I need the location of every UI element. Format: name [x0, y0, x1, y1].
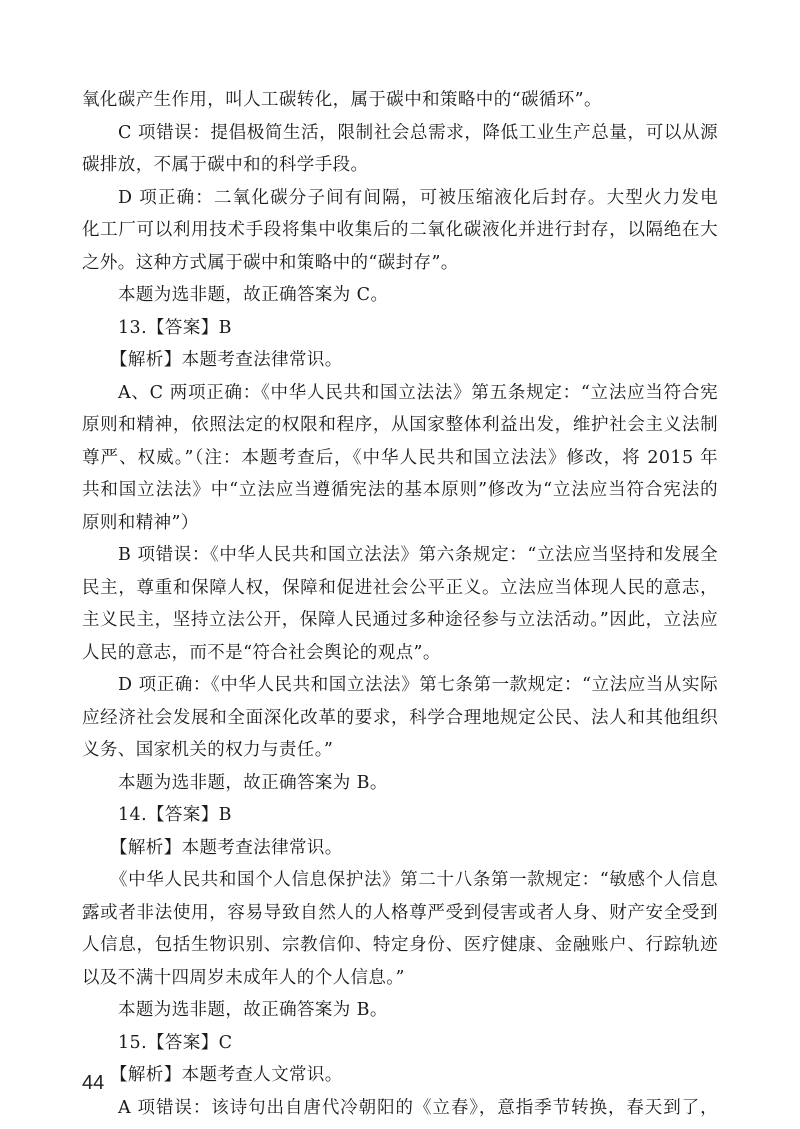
text-line: C 项错误：提倡极简生活，限制社会总需求，降低工业生产总量，可以从源 [118, 122, 718, 143]
page-number: 44 [82, 1072, 105, 1094]
text-line: 化工厂可以利用技术手段将集中收集后的二氧化碳液化并进行封存，以隔绝在大 [82, 220, 718, 240]
text-line: 【解析】本题考查法律常识。 [110, 837, 343, 858]
text-line: 本题为选非题，故正确答案为 B。 [118, 772, 388, 793]
text-line: 14.【答案】B [118, 805, 232, 825]
text-line: 以及不满十四周岁未成年人的个人信息。” [82, 967, 405, 988]
text-line: 主义民主，坚持立法公开，保障人民通过多种途径参与立法活动。”因此，立法应 [82, 610, 718, 630]
text-line: 本题为选非题，故正确答案为 B。 [118, 1000, 388, 1020]
text-line: 民主，尊重和保障人权，保障和促进社会公平正义。立法应当体现人民的意志， [82, 577, 718, 598]
text-line: 原则和精神”） [82, 512, 199, 533]
text-line: 尊严、权威。”（注：本题考查后，《中华人民共和国立法法》修改，将 2015 年 [82, 447, 718, 468]
text-line: 人民的意志，而不是“符合社会舆论的观点”。 [82, 642, 441, 663]
text-line: 《中华人民共和国个人信息保护法》第二十八条第一款规定：“敏感个人信息 [110, 870, 718, 890]
text-line: 义务、国家机关的权力与责任。” [82, 740, 334, 760]
text-line: 露或者非法使用，容易导致自然人的人格尊严受到侵害或者人身、财产安全受到 [82, 902, 718, 923]
text-line: A、C 两项正确：《中华人民共和国立法法》第五条规定：“立法应当符合宪 [118, 382, 718, 403]
text-line: 之外。这种方式属于碳中和策略中的“碳封存”。 [82, 252, 459, 273]
text-line: 人信息，包括生物识别、宗教信仰、特定身份、医疗健康、金融账户、行踪轨迹 [82, 935, 718, 955]
text-line: B 项错误：《中华人民共和国立法法》第六条规定：“立法应当坚持和发展全 [118, 545, 718, 565]
text-line: D 项正确：《中华人民共和国立法法》第七条第一款规定：“立法应当从实际 [118, 675, 718, 695]
page-body [82, 84, 718, 1124]
text-line: 氧化碳产生作用，叫人工碳转化，属于碳中和策略中的“碳循环”。 [82, 90, 602, 110]
text-line: 15.【答案】C [118, 1032, 233, 1053]
text-line: 本题为选非题，故正确答案为 C。 [118, 285, 389, 305]
text-line: 共和国立法法》中“立法应当遵循宪法的基本原则”修改为“立法应当符合宪法的 [82, 480, 718, 500]
text-line: 原则和精神，依照法定的权限和程序，从国家整体利益出发，维护社会主义法制 [82, 415, 718, 435]
text-line: 【解析】本题考查法律常识。 [110, 350, 343, 370]
text-line: 应经济社会发展和全面深化改革的要求，科学合理地规定公民、法人和其他组织 [82, 707, 718, 728]
text-line: 【解析】本题考查人文常识。 [110, 1065, 343, 1085]
text-line: A 项错误：该诗句出自唐代冷朝阳的《立春》，意指季节转换，春天到了， [118, 1097, 718, 1118]
text-line: D 项正确：二氧化碳分子间有间隔，可被压缩液化后封存。大型火力发电 [118, 187, 718, 208]
text-line: 碳排放，不属于碳中和的科学手段。 [82, 155, 369, 175]
text-line: 13.【答案】B [118, 317, 232, 338]
